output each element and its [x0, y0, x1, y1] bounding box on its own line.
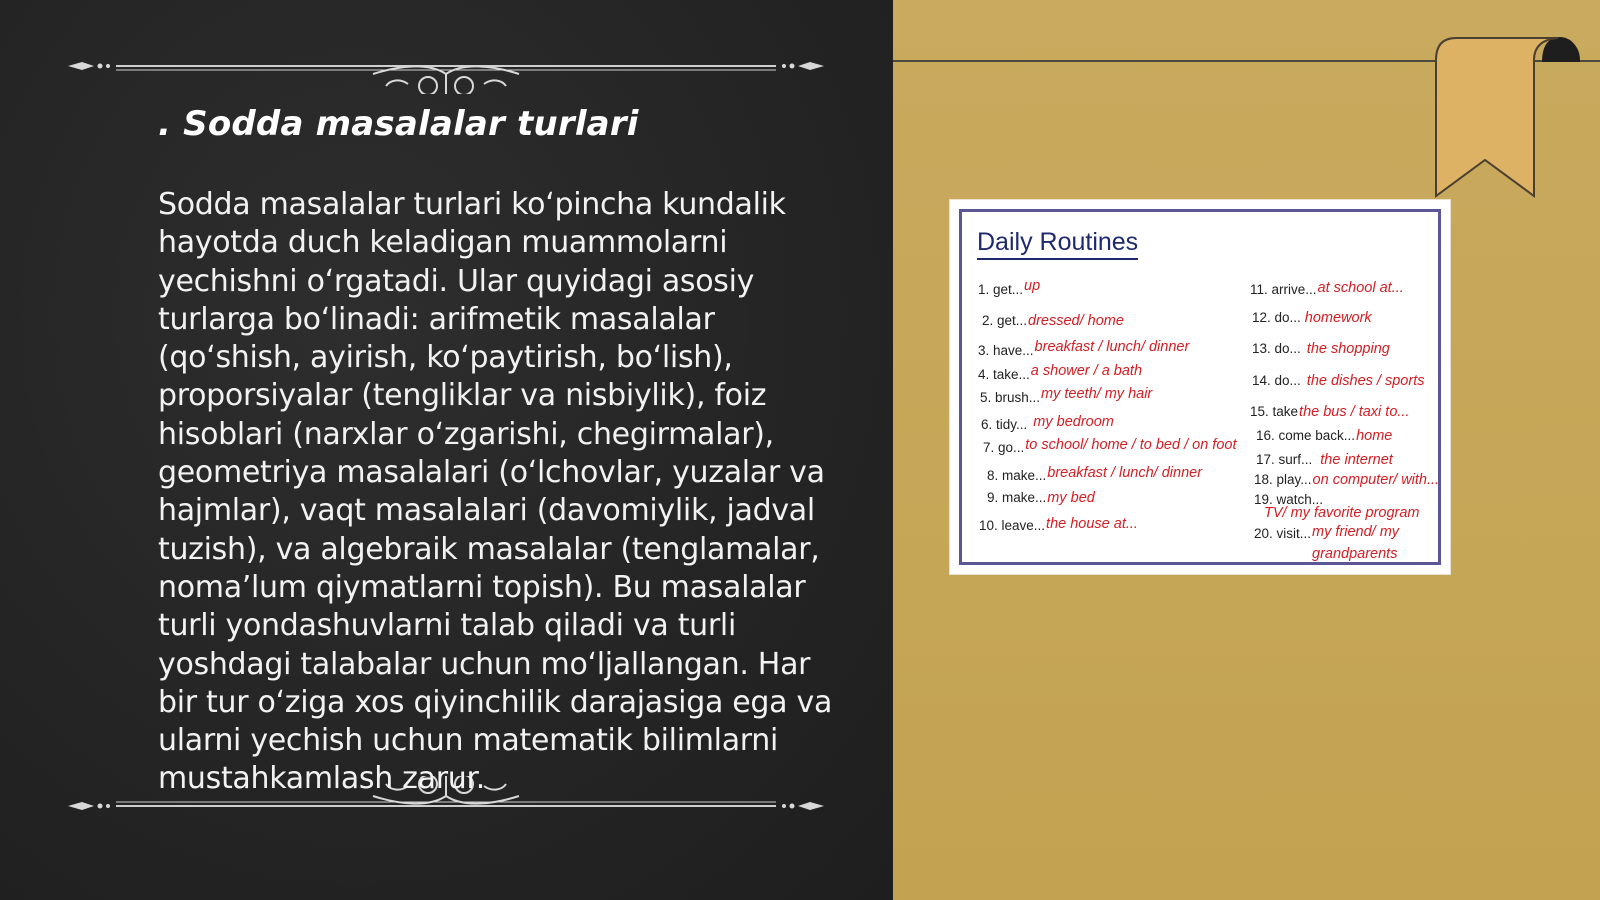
- worksheet-item-17: 17. surf... the internet: [1256, 452, 1393, 468]
- worksheet-item-7: 7. go...to school/ home / to bed / on foot: [983, 437, 1237, 455]
- worksheet-item-19: 19. watch...: [1254, 492, 1324, 507]
- worksheet-item-13: 13. do... the shopping: [1252, 341, 1390, 357]
- worksheet-item-11: 11. arrive...at school at...: [1250, 280, 1404, 297]
- worksheet-item-2: 2. get...dressed/ home: [982, 313, 1124, 329]
- worksheet-item-3: 3. have...breakfast / lunch/ dinner: [978, 339, 1190, 358]
- worksheet-item-20-answer-cont: grandparents: [1312, 546, 1398, 562]
- worksheet-item-12: 12. do... homework: [1252, 310, 1372, 326]
- worksheet-item-15: 15. takethe bus / taxi to...: [1250, 404, 1410, 420]
- worksheet-item-6: 6. tidy... my bedroom: [981, 414, 1114, 432]
- worksheet-item-10: 10. leave...the house at...: [979, 516, 1138, 533]
- slide-body-text: Sodda masalalar turlari koʻpincha kundalik hayotda duch keladigan muammolarni yechishni oʻrgatadi. Ular quyidagi asosiy turlarga boʻlinadi: arifmetik masalalar (qoʻshish, ayirish, koʻpaytirish, boʻlish), proporsiyalar (tengliklar va nisbiylik), foiz hisoblari (narxlar oʻzgarishi, chegirmalar), geometriya masalalari (oʻlchovlar, yuzalar va hajmlar), vaqt masalalari (davomiylik, jadval tuzish), va algebraik masalalar (tenglamalar, nomaʼlum qiymatlarni topish). Bu masalalar turli yondashuvlarni talab qiladi va turli yoshdagi talabalar uchun moʻljallangan. Har bir tur oʻziga xos qiyinchilik darajasiga ega va ularni yechish uchun matematik bilimlarni mustahkamlash zarur.: [158, 187, 833, 797]
- worksheet-item-19-answer: TV/ my favorite program: [1264, 505, 1420, 521]
- worksheet-item-20: 20. visit...my friend/ my: [1254, 524, 1400, 541]
- worksheet-title: Daily Routines: [977, 228, 1138, 260]
- bookmark-ribbon-icon: [1430, 30, 1580, 200]
- slide-title: . Sodda masalalar turlari: [158, 104, 639, 144]
- worksheet-item-1: 1. get...up: [978, 278, 1041, 297]
- top-divider-ornament: [68, 44, 824, 94]
- worksheet-item-18: 18. play...on computer/ with...: [1254, 472, 1440, 488]
- worksheet-item-4: 4. take...a shower / a bath: [978, 363, 1143, 382]
- daily-routines-worksheet-image: [950, 200, 1450, 574]
- worksheet-item-9: 9. make...my bed: [987, 490, 1095, 506]
- worksheet-item-5: 5. brush...my teeth/ my hair: [980, 386, 1153, 405]
- worksheet-item-8: 8. make...breakfast / lunch/ dinner: [987, 465, 1203, 483]
- worksheet-item-16: 16. come back...home: [1256, 428, 1393, 444]
- worksheet-item-14: 14. do... the dishes / sports: [1252, 373, 1425, 389]
